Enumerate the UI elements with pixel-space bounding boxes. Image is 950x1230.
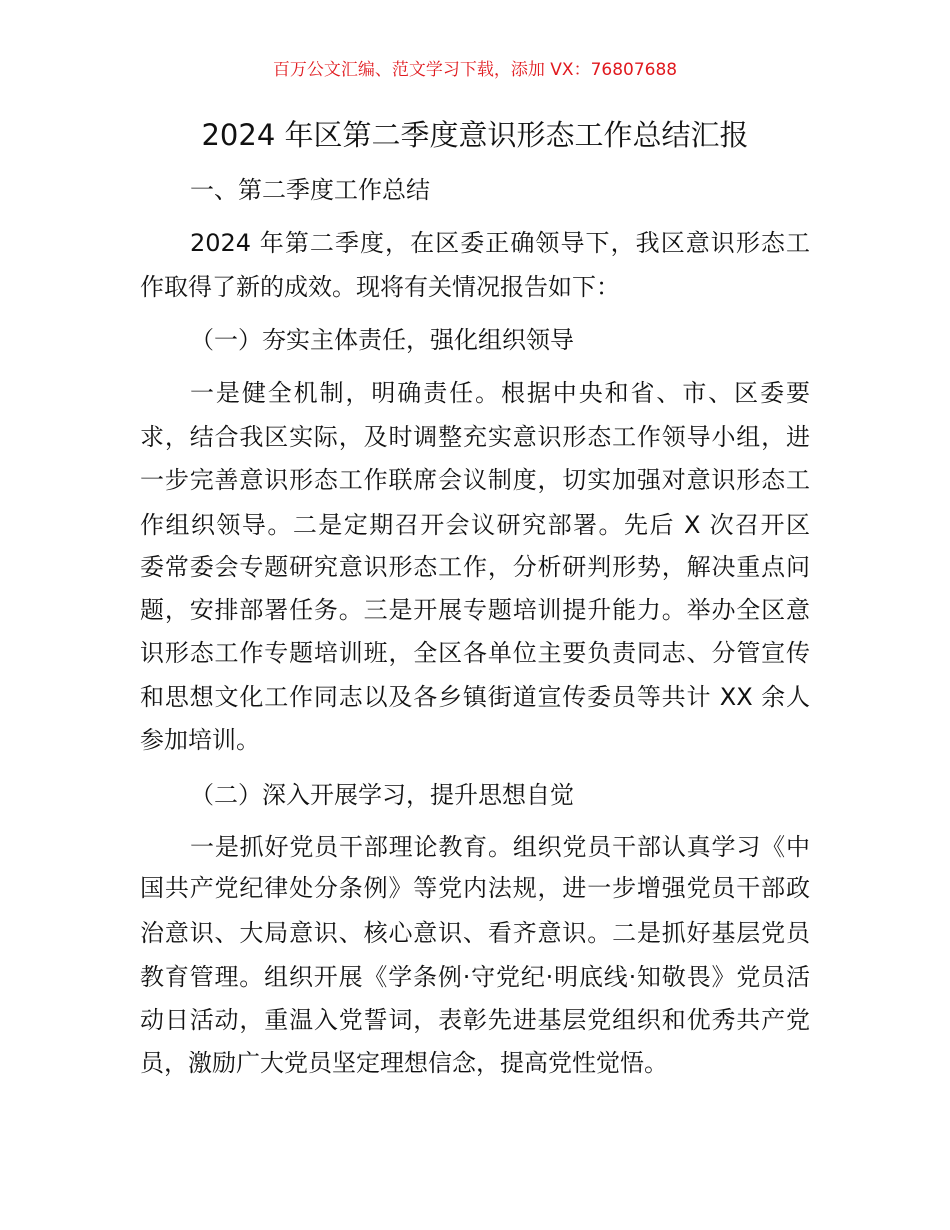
paragraph-line: 一是抓好党员干部理论教育。组织党员干部认真学习《中 [190,833,810,861]
document-title: 2024 年区第二季度意识形态工作总结汇报 [201,118,749,152]
paragraph-line: 员，激励广大党员坚定理想信念，提高党性觉悟。 [140,1049,668,1077]
paragraph-line: 作组织领导。二是定期召开会议研究部署。先后 X 次召开区 [140,511,810,539]
paragraph-line: 治意识、大局意识、核心意识、看齐意识。二是抓好基层党员 [140,919,810,947]
paragraph-line: 动日活动，重温入党誓词，表彰先进基层党组织和优秀共产党 [140,1006,810,1034]
paragraph-line: 2024 年第二季度，在区委正确领导下，我区意识形态工 [190,229,810,257]
paragraph-line: 教育管理。组织开展《学条例·守党纪·明底线·知敬畏》党员活 [140,963,810,991]
paragraph-line: 一是健全机制，明确责任。根据中央和省、市、区委要 [190,379,810,407]
subsection-heading: （二）深入开展学习，提升思想自觉 [190,781,574,809]
paragraph-line: 国共产党纪律处分条例》等党内法规，进一步增强党员干部政 [140,874,810,902]
paragraph-line: 求，结合我区实际，及时调整充实意识形态工作领导小组，进 [140,423,810,451]
paragraph-line: 题，安排部署任务。三是开展专题培训提升能力。举办全区意 [140,596,810,624]
paragraph-line: 和思想文化工作同志以及各乡镇街道宣传委员等共计 XX 余人 [140,683,810,711]
header-notice: 百万公文汇编、范文学习下载，添加 VX：76807688 [272,60,678,80]
paragraph-line: 识形态工作专题培训班，全区各单位主要负责同志、分管宣传 [140,639,810,667]
paragraph-line: 委常委会专题研究意识形态工作，分析研判形势，解决重点问 [140,553,810,581]
paragraph-line: 作取得了新的成效。现将有关情况报告如下： [140,273,620,301]
section-heading: 一、第二季度工作总结 [190,176,430,204]
paragraph-line: 参加培训。 [140,726,260,754]
subsection-heading: （一）夯实主体责任，强化组织领导 [190,326,574,354]
paragraph-line: 一步完善意识形态工作联席会议制度，切实加强对意识形态工 [140,466,810,494]
